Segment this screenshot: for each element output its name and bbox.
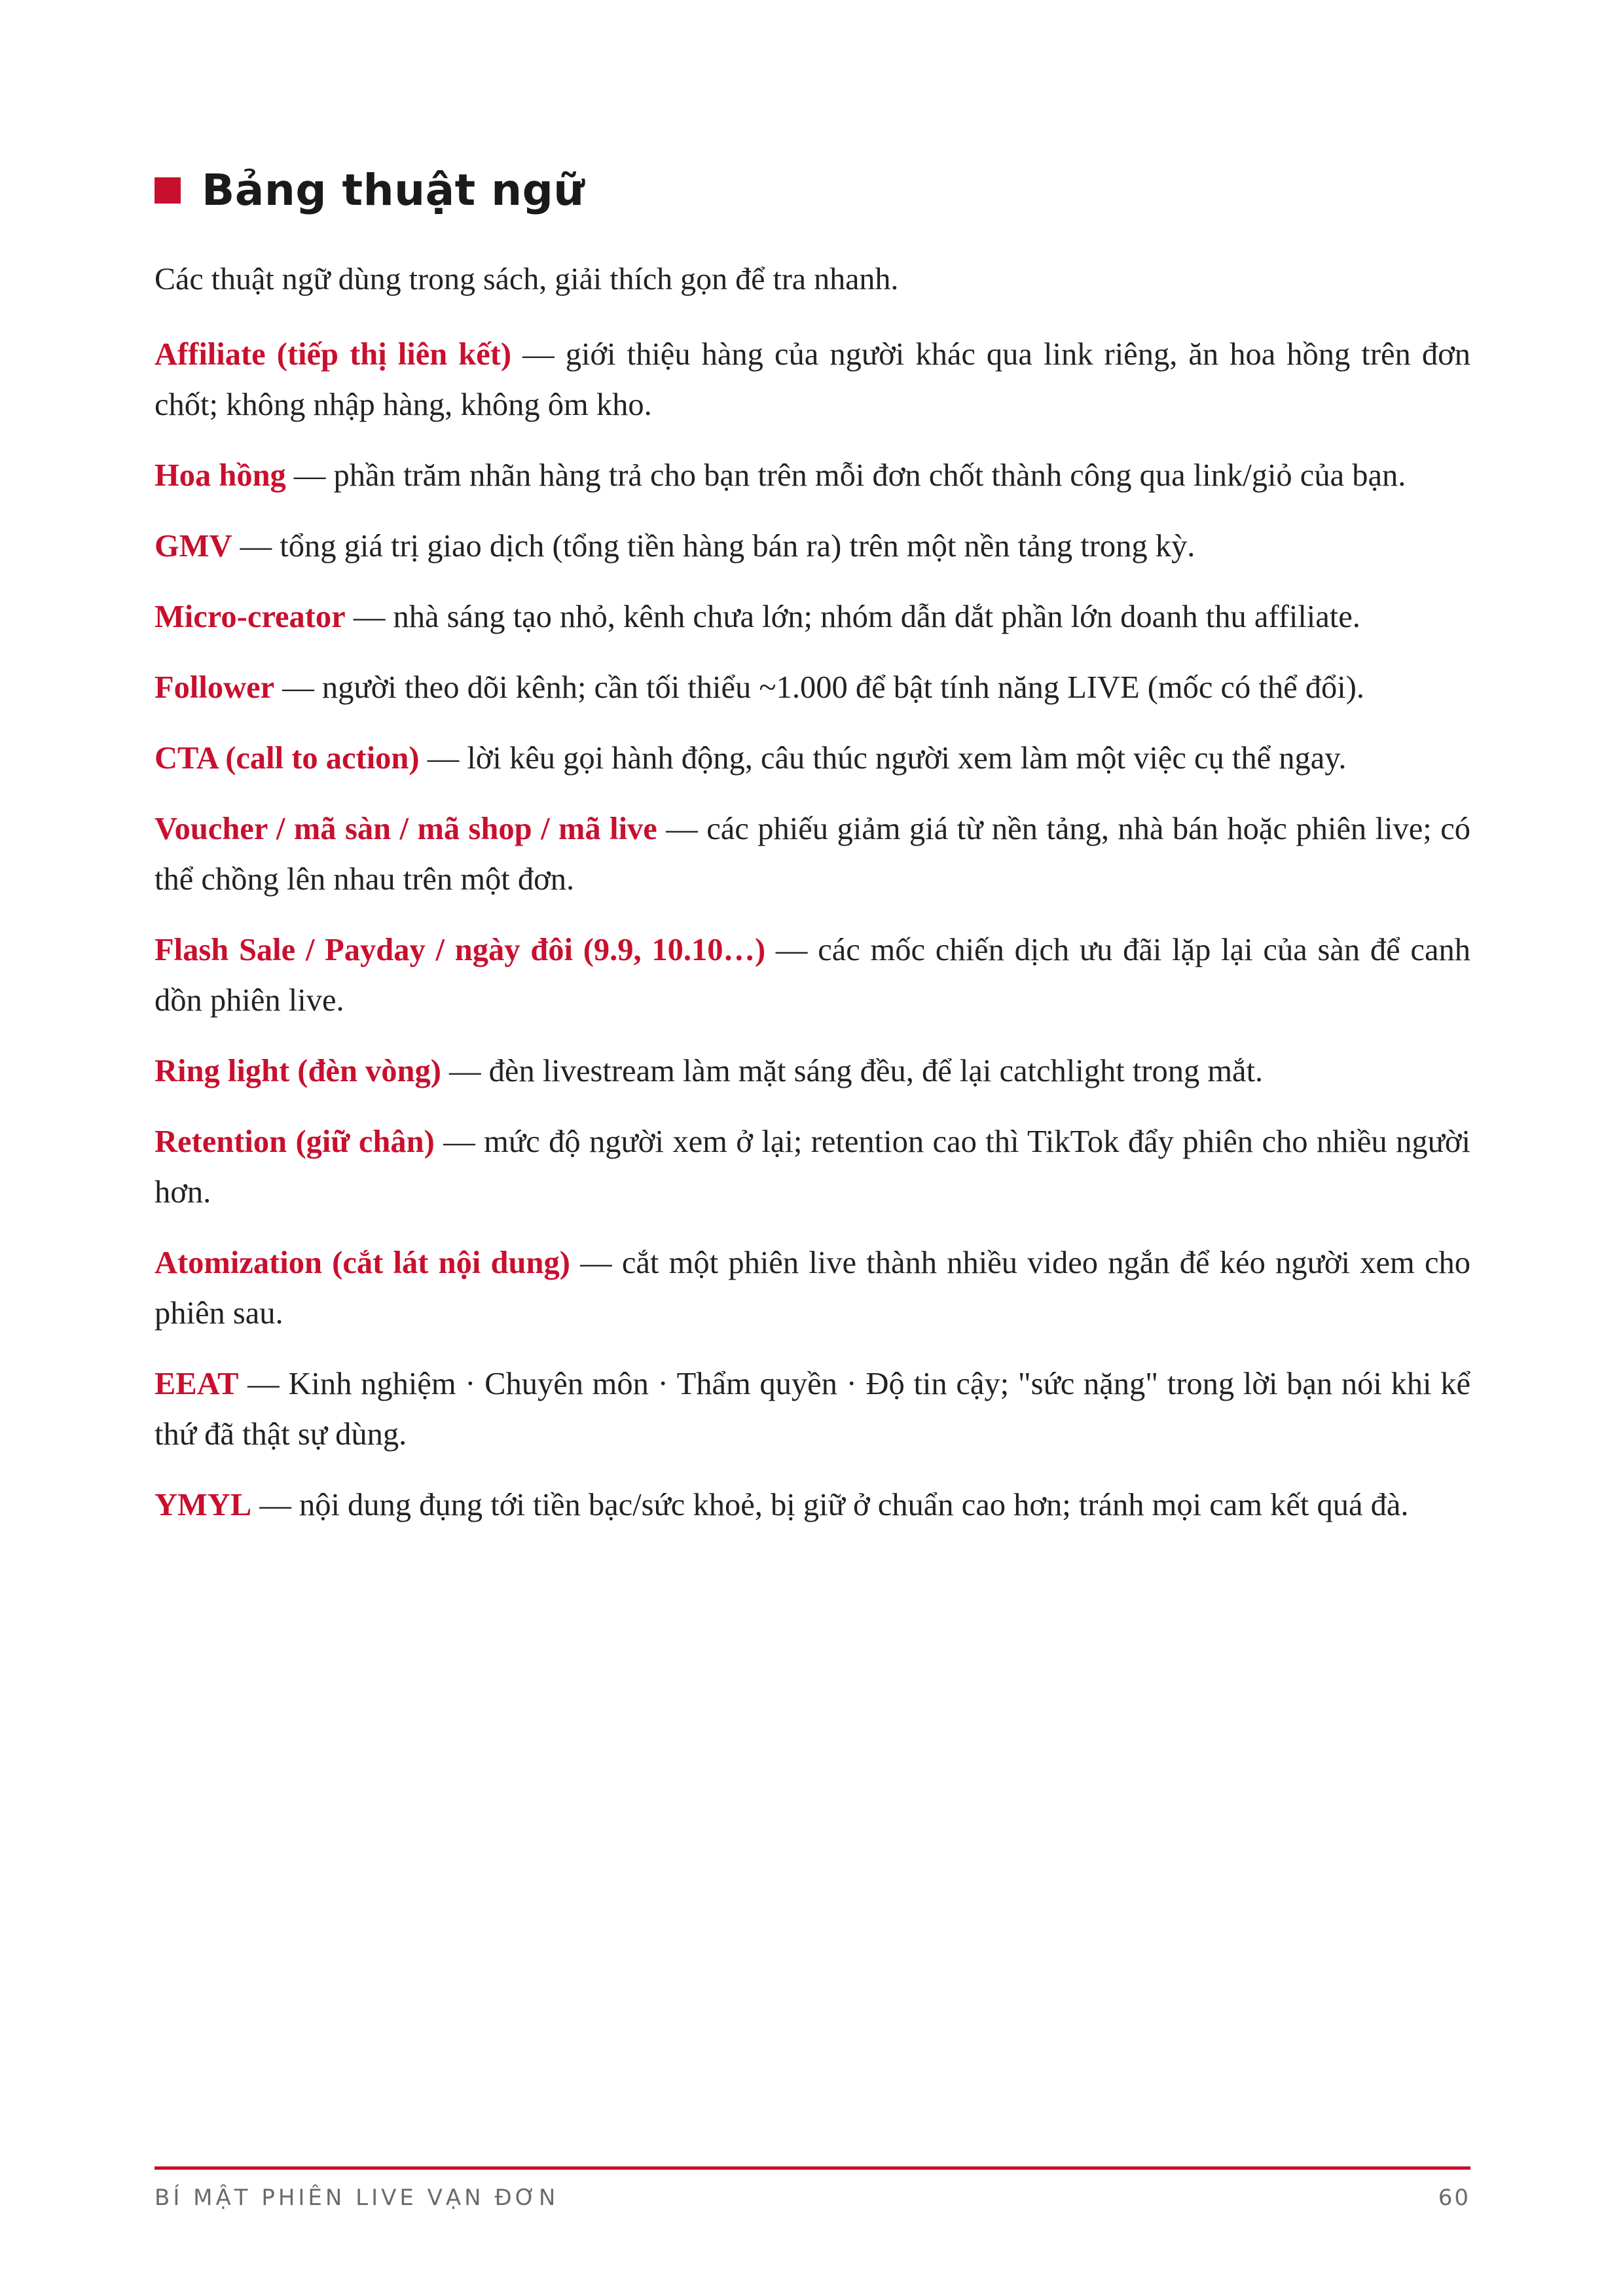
glossary-term: YMYL (155, 1488, 252, 1522)
glossary-list (155, 329, 1470, 1551)
glossary-definition: — mức độ người xem ở lại; retention cao thì TikTok đẩy phiên cho nhiều người hơn. (155, 1124, 1470, 1210)
glossary-term: EEAT (155, 1367, 239, 1401)
glossary-term: Follower (155, 670, 275, 705)
glossary-definition: — các phiếu giảm giá từ nền tảng, nhà bán hoặc phiên live; có thể chồng lên nhau trên một đơn. (155, 812, 1471, 897)
glossary-entry (155, 1117, 1470, 1217)
glossary-definition: — cắt một phiên live thành nhiều video ngắn để kéo người xem cho phiên sau. (155, 1246, 1470, 1331)
glossary-term: Atomization (cắt lát nội dung) (155, 1246, 570, 1280)
glossary-term: CTA (call to action) (155, 741, 420, 776)
footer-book-title: BÍ MẬT PHIÊN LIVE VẠN ĐƠN (155, 2185, 559, 2211)
glossary-entry (155, 1359, 1470, 1460)
footer-divider (155, 2166, 1470, 2170)
page-number: 60 (1438, 2185, 1470, 2211)
glossary-definition: — lời kêu gọi hành động, câu thúc người xem làm một việc cụ thể ngay. (419, 741, 1347, 776)
page-title: Bảng thuật ngữ (202, 165, 585, 215)
glossary-term: Ring light (đèn vòng) (155, 1054, 441, 1088)
glossary-entry (155, 592, 1470, 642)
glossary-entry (155, 804, 1470, 905)
glossary-entry (155, 925, 1470, 1026)
glossary-term: Voucher / mã sàn / mã shop / mã live (155, 812, 657, 846)
glossary-term: Affiliate (tiếp thị liên kết) (155, 337, 512, 372)
glossary-entry (155, 450, 1470, 501)
glossary-definition: — các mốc chiến dịch ưu đãi lặp lại của sàn để canh dồn phiên live. (155, 933, 1470, 1018)
glossary-entry (155, 329, 1470, 430)
glossary-term: Retention (giữ chân) (155, 1124, 435, 1159)
glossary-entry (155, 1238, 1470, 1338)
glossary-term: Hoa hồng (155, 458, 286, 493)
section-heading (155, 165, 585, 215)
glossary-definition: — Kinh nghiệm · Chuyên môn · Thẩm quyền · Độ tin cậy; "sức nặng" trong lời bạn nói khi kể thứ đã thật sự dùng. (155, 1367, 1470, 1452)
glossary-definition: — nhà sáng tạo nhỏ, kênh chưa lớn; nhóm dẫn dắt phần lớn doanh thu affiliate. (345, 600, 1360, 634)
red-square-bullet-icon (155, 177, 181, 204)
glossary-definition: — nội dung đụng tới tiền bạc/sức khoẻ, bị giữ ở chuẩn cao hơn; tránh mọi cam kết quá đà. (251, 1488, 1409, 1522)
glossary-definition: — phần trăm nhãn hàng trả cho bạn trên mỗi đơn chốt thành công qua link/giỏ của bạn. (285, 458, 1406, 493)
glossary-entry (155, 1480, 1470, 1530)
intro-paragraph: Các thuật ngữ dùng trong sách, giải thích gọn để tra nhanh. (155, 262, 899, 296)
glossary-definition: — đèn livestream làm mặt sáng đều, để lại catchlight trong mắt. (441, 1054, 1264, 1088)
glossary-definition: — tổng giá trị giao dịch (tổng tiền hàng bán ra) trên một nền tảng trong kỳ. (232, 529, 1195, 564)
glossary-term: GMV (155, 529, 232, 564)
glossary-definition: — giới thiệu hàng của người khác qua link riêng, ăn hoa hồng trên đơn chốt; không nhập hàng, không ôm kho. (155, 337, 1470, 422)
glossary-entry (155, 733, 1470, 783)
glossary-term: Flash Sale / Payday / ngày đôi (9.9, 10.10…) (155, 933, 766, 967)
glossary-entry (155, 521, 1470, 571)
glossary-term: Micro-creator (155, 600, 346, 634)
glossary-definition: — người theo dõi kênh; cần tối thiểu ~1.000 để bật tính năng LIVE (mốc có thể đổi). (274, 670, 1364, 705)
glossary-entry (155, 662, 1470, 713)
glossary-entry (155, 1046, 1470, 1096)
